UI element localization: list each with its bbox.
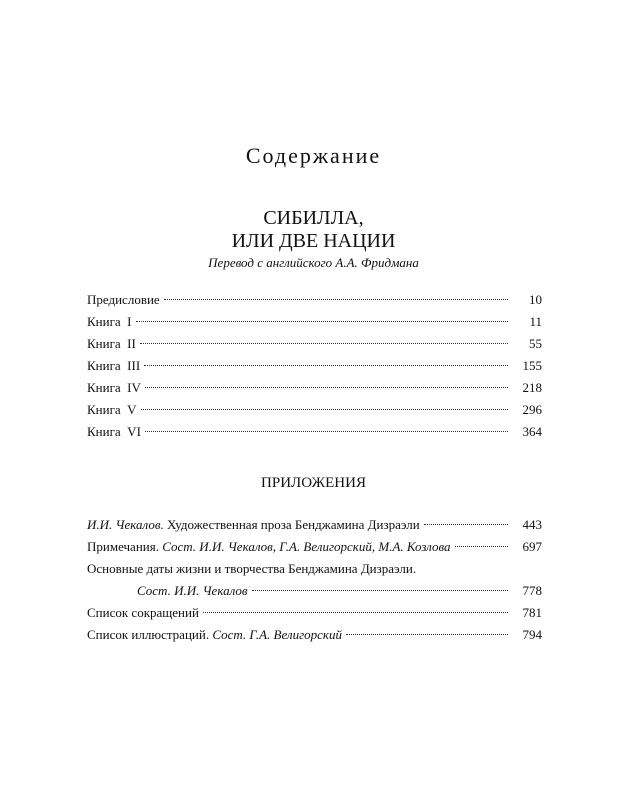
entry-page: 697 (522, 539, 542, 554)
dot-leader (145, 431, 508, 432)
dot-leader (136, 321, 508, 322)
toc-entry-label: Книга V (87, 402, 137, 417)
dot-leader (140, 343, 508, 344)
dot-leader (144, 365, 508, 366)
appendix-entry-dates-title[interactable] (87, 558, 542, 580)
entry-page: 794 (522, 627, 542, 642)
appendix-entry-illustrations[interactable] (87, 624, 542, 646)
appendix-entry-abbreviations[interactable] (87, 602, 542, 624)
work-subtitle: Перевод с английского А.А. Фридмана (208, 255, 419, 270)
dot-leader (145, 387, 508, 388)
entry-page: 781 (522, 605, 542, 620)
toc-entry-label: Книга VI (87, 424, 141, 439)
appendix-entry-dates[interactable] (87, 580, 542, 602)
entry-title: Примечания. (87, 539, 163, 554)
entry-page: 443 (522, 517, 542, 532)
toc-entry[interactable] (87, 311, 542, 333)
toc-entry-page: 155 (522, 358, 542, 373)
dot-leader (203, 612, 508, 613)
entry-page: 778 (522, 583, 542, 598)
appendix-entry-notes[interactable] (87, 536, 542, 558)
toc-entry-label: Книга IV (87, 380, 141, 395)
toc-entry-page: 364 (522, 424, 542, 439)
dot-leader (346, 634, 508, 635)
toc-entry[interactable] (87, 289, 542, 311)
toc-main (87, 289, 542, 443)
dot-leader (455, 546, 509, 547)
toc-entry-page: 55 (529, 336, 542, 351)
dot-leader (424, 524, 508, 525)
toc-entry-label: Предисловие (87, 292, 160, 307)
toc-entry-label: Книга II (87, 336, 136, 351)
toc-entry[interactable] (87, 333, 542, 355)
page-heading: Содержание (245, 143, 382, 168)
toc-appendix (87, 514, 542, 646)
toc-entry[interactable] (87, 399, 542, 421)
entry-author: И.И. Чекалов. (87, 517, 164, 532)
entry-title: Художественная проза Бенджамина Дизраэли (163, 517, 420, 532)
entry-title: Список сокращений (87, 605, 199, 620)
dot-leader (252, 590, 508, 591)
entry-author: Сост. И.И. Чекалов (137, 583, 248, 598)
toc-entry-page: 10 (529, 292, 542, 307)
toc-entry-label: Книга I (87, 314, 132, 329)
toc-entry-label: Книга III (87, 358, 141, 373)
toc-entry-page: 296 (522, 402, 542, 417)
toc-entry[interactable] (87, 355, 542, 377)
entry-title: Список иллюстраций. (87, 627, 213, 642)
appendix-heading: ПРИЛОЖЕНИЯ (261, 475, 366, 491)
work-title (0, 207, 627, 253)
dot-leader (164, 299, 508, 300)
toc-entry[interactable] (87, 377, 542, 399)
appendix-entry-essay[interactable] (87, 514, 542, 536)
entry-author: Сост. Г.А. Велигорский (212, 627, 342, 642)
toc-entry-page: 218 (522, 380, 542, 395)
toc-entry[interactable] (87, 421, 542, 443)
dot-leader (141, 409, 508, 410)
work-title-line2: ИЛИ ДВЕ НАЦИИ (231, 230, 396, 252)
work-title-line1: СИБИЛЛА, (263, 207, 364, 229)
toc-entry-page: 11 (529, 314, 542, 329)
entry-title: Основные даты жизни и творчества Бенджамина Дизраэли. (87, 561, 417, 576)
entry-author: Сост. И.И. Чекалов, Г.А. Велигорский, М.А. Козлова (162, 539, 451, 554)
